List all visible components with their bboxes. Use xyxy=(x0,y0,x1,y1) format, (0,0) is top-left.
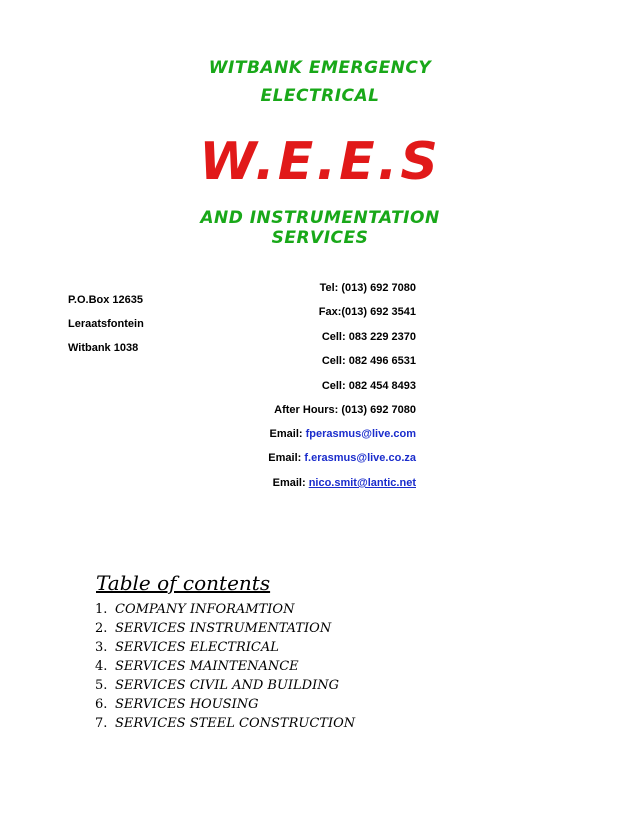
toc-item-text: COMPANY INFORAMTION xyxy=(115,602,295,617)
email-link-1[interactable]: fperasmus@live.com xyxy=(305,428,416,440)
toc-item-text: SERVICES MAINTENANCE xyxy=(115,659,299,674)
toc-item-number: 3. xyxy=(95,640,108,655)
toc-item-number: 4. xyxy=(95,659,108,674)
contact-tel: Tel: (013) 692 7080 xyxy=(319,282,416,294)
toc-item[interactable] xyxy=(95,638,355,657)
contact-fax: Fax:(013) 692 3541 xyxy=(318,306,416,318)
contact-cell-3: Cell: 082 454 8493 xyxy=(321,380,416,392)
company-name-line1: WITBANK EMERGENCY xyxy=(208,58,432,78)
email-link-2[interactable]: f.erasmus@live.co.za xyxy=(304,452,416,464)
address-town: Leraatsfontein xyxy=(68,318,144,330)
email-label: Email: xyxy=(269,428,306,440)
toc-item-number: 2. xyxy=(95,621,108,636)
contact-email-1 xyxy=(240,428,416,440)
address-city: Witbank 1038 xyxy=(68,342,139,354)
toc-item-number: 7. xyxy=(95,716,108,731)
toc-item-number: 5. xyxy=(95,678,108,693)
toc-item[interactable] xyxy=(95,619,355,638)
email-label: Email: xyxy=(272,477,309,489)
contact-email-3 xyxy=(240,477,416,489)
toc-item-text: SERVICES INSTRUMENTATION xyxy=(115,621,332,636)
toc-item-text: SERVICES ELECTRICAL xyxy=(115,640,279,655)
contact-after-hours: After Hours: (013) 692 7080 xyxy=(274,404,416,416)
email-label: Email: xyxy=(268,452,305,464)
company-acronym: W.E.E.S xyxy=(199,132,441,192)
toc-list xyxy=(95,600,355,733)
toc-item-text: SERVICES HOUSING xyxy=(115,697,259,712)
toc-item[interactable] xyxy=(95,714,355,733)
email-link-3[interactable]: nico.smit@lantic.net xyxy=(308,477,416,489)
toc-item-number: 6. xyxy=(95,697,108,712)
toc-item[interactable] xyxy=(95,695,355,714)
toc-item-text: SERVICES STEEL CONSTRUCTION xyxy=(115,716,356,731)
toc-item[interactable] xyxy=(95,600,355,619)
toc-item[interactable] xyxy=(95,676,355,695)
toc-title: Table of contents xyxy=(96,571,271,595)
address-po-box: P.O.Box 12635 xyxy=(68,294,144,306)
toc-item-text: SERVICES CIVIL AND BUILDING xyxy=(115,678,340,693)
contact-cell-2: Cell: 082 496 6531 xyxy=(321,355,416,367)
contact-email-2 xyxy=(240,452,416,464)
contact-cell-1: Cell: 083 229 2370 xyxy=(321,331,416,343)
company-name-line2: ELECTRICAL xyxy=(260,86,380,106)
toc-item-number: 1. xyxy=(95,602,108,617)
company-tagline: AND INSTRUMENTATION SERVICES xyxy=(200,208,440,248)
toc-item[interactable] xyxy=(95,657,355,676)
